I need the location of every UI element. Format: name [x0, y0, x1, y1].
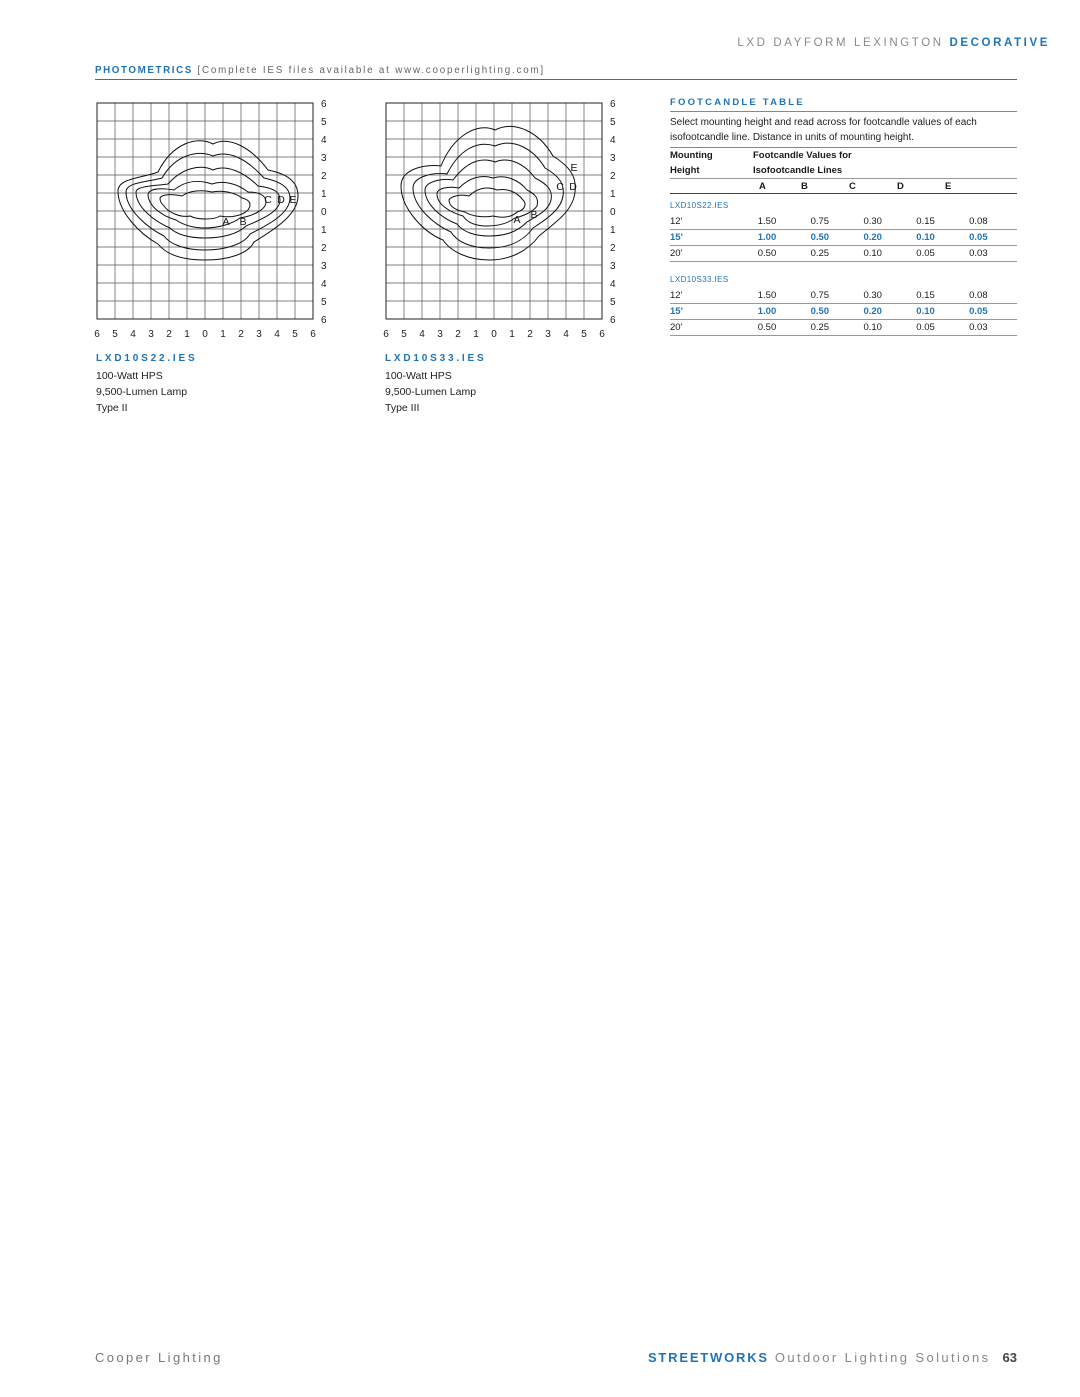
section-header	[737, 37, 1050, 49]
value-d: 0.10	[916, 306, 935, 317]
table-header-row-2	[670, 163, 1017, 178]
letter-d: D	[897, 180, 904, 192]
contour-labels	[513, 162, 577, 226]
plot-2-lumens: 9,500-Lumen Lamp	[385, 386, 477, 398]
value-b: 0.75	[810, 290, 830, 301]
value-b: 0.50	[810, 232, 830, 243]
contour-a	[449, 188, 525, 217]
plot-2-type: Type III	[385, 402, 420, 414]
value-d: 0.15	[916, 216, 935, 227]
y-tick-label: 5	[321, 297, 327, 308]
value-c: 0.20	[863, 306, 882, 317]
x-tick-label: 1	[473, 329, 479, 340]
value-a: 1.50	[757, 216, 777, 227]
footcandle-table-intro: Select mounting height and read across for footcandle values of each isofootcandle line. Distance in units of mounting height.	[670, 112, 1017, 148]
values-header: Footcandle Values for	[753, 150, 852, 161]
y-tick-label: 0	[610, 207, 616, 218]
value-c: 0.10	[863, 248, 882, 259]
table-header-row-1	[670, 148, 1017, 163]
x-tick-label: 2	[455, 329, 461, 340]
value-b: 0.25	[810, 248, 830, 259]
value-d: 0.10	[916, 232, 935, 243]
y-tick-label: 3	[610, 261, 616, 272]
value-a: 0.50	[757, 248, 777, 259]
table-row	[670, 304, 1017, 320]
photometrics-heading	[95, 65, 545, 76]
photometrics-label: PHOTOMETRICS	[95, 65, 193, 76]
value-e: 0.08	[969, 216, 988, 227]
value-e: 0.03	[969, 322, 988, 333]
contour-label-c: C	[556, 181, 564, 193]
y-tick-label: 4	[321, 135, 327, 146]
category-name: DECORATIVE	[949, 37, 1050, 49]
x-tick-label: 6	[599, 329, 605, 340]
y-tick-label: 5	[610, 117, 616, 128]
letter-a: A	[759, 180, 766, 192]
value-b: 0.25	[810, 322, 830, 333]
value-e: 0.03	[969, 248, 988, 259]
x-tick-label: 4	[419, 329, 425, 340]
plot-1-file-name: LXD10S22.IES	[96, 353, 198, 364]
x-tick-label: 2	[238, 329, 244, 340]
y-tick-label: 2	[610, 243, 616, 254]
row-height: 12'	[670, 290, 683, 301]
x-tick-label: 3	[437, 329, 443, 340]
y-tick-labels	[321, 99, 327, 326]
y-tick-label: 6	[610, 99, 616, 110]
y-tick-label: 6	[610, 315, 616, 326]
row-height: 12'	[670, 216, 683, 227]
footer-brand: Cooper Lighting	[95, 1350, 223, 1365]
letter-c: C	[849, 180, 856, 192]
footcandle-table	[670, 97, 1017, 336]
footcandle-table-title: FOOTCANDLE TABLE	[670, 97, 1017, 112]
value-c: 0.10	[863, 322, 882, 333]
table-row	[670, 230, 1017, 246]
x-tick-label: 1	[220, 329, 226, 340]
x-tick-label: 1	[509, 329, 515, 340]
plot-1-type: Type II	[96, 402, 128, 414]
value-a: 1.00	[757, 306, 777, 317]
contour-b	[148, 182, 266, 228]
contour-label-b: B	[530, 209, 538, 221]
y-tick-label: 1	[610, 189, 616, 200]
value-c: 0.30	[863, 290, 882, 301]
series-name: STREETWORKS	[647, 1350, 769, 1365]
row-height: 15'	[670, 306, 683, 317]
value-a: 1.50	[757, 290, 777, 301]
x-tick-label: 6	[310, 329, 316, 340]
contour-label-e: E	[570, 162, 578, 174]
plot-1-specs	[96, 368, 187, 416]
x-tick-label: 0	[202, 329, 208, 340]
mounting-header: Mounting	[670, 150, 713, 161]
x-tick-label: 5	[292, 329, 298, 340]
y-tick-label: 3	[610, 153, 616, 164]
value-e: 0.05	[969, 306, 988, 317]
contour-c	[425, 160, 551, 236]
x-tick-label: 6	[383, 329, 389, 340]
table-row	[670, 320, 1017, 336]
x-tick-label: 4	[563, 329, 569, 340]
y-tick-label: 0	[321, 207, 327, 218]
x-tick-label: 5	[112, 329, 118, 340]
isofootcandle-plot-2	[377, 92, 622, 344]
y-tick-label: 1	[610, 225, 616, 236]
y-tick-label: 2	[321, 171, 327, 182]
contour-label-d: D	[569, 181, 577, 193]
x-tick-label: 4	[130, 329, 136, 340]
x-tick-label: 5	[401, 329, 407, 340]
letter-e: E	[945, 180, 952, 192]
plot-2-file-name: LXD10S33.IES	[385, 353, 487, 364]
photometrics-note: [Complete IES files available at www.cooperlighting.com]	[197, 65, 545, 76]
row-height: 20'	[670, 322, 683, 333]
row-height: 15'	[670, 232, 683, 243]
x-tick-label: 5	[581, 329, 587, 340]
row-height: 20'	[670, 248, 683, 259]
y-tick-label: 6	[321, 315, 327, 326]
group-1-file: LXD10S22.IES	[670, 201, 729, 210]
y-tick-label: 3	[321, 261, 327, 272]
contour-label-c: C	[264, 194, 272, 206]
page-number: 63	[1002, 1350, 1017, 1365]
value-e: 0.08	[969, 290, 988, 301]
value-b: 0.50	[810, 306, 830, 317]
value-c: 0.30	[863, 216, 882, 227]
table-row	[670, 288, 1017, 304]
x-tick-labels	[94, 329, 316, 340]
x-tick-label: 6	[94, 329, 100, 340]
table-row	[670, 214, 1017, 230]
contour-label-d: D	[277, 194, 285, 206]
value-d: 0.05	[916, 248, 935, 259]
value-a: 0.50	[757, 322, 777, 333]
value-e: 0.05	[969, 232, 988, 243]
contour-label-a: A	[513, 214, 521, 226]
value-c: 0.20	[863, 232, 882, 243]
x-tick-label: 3	[148, 329, 154, 340]
letter-b: B	[801, 180, 808, 192]
value-a: 1.00	[757, 232, 777, 243]
value-b: 0.75	[810, 216, 830, 227]
y-tick-label: 3	[321, 153, 327, 164]
contour-c	[136, 167, 280, 238]
contour-label-e: E	[289, 194, 297, 206]
header-rule	[95, 79, 1017, 80]
plot-1-wattage: 100-Watt HPS	[96, 370, 163, 382]
product-name: LXD DAYFORM LEXINGTON	[737, 37, 944, 49]
plot-1-lumens: 9,500-Lumen Lamp	[96, 386, 188, 398]
x-tick-label: 0	[491, 329, 497, 340]
y-tick-label: 4	[610, 279, 616, 290]
y-tick-label: 5	[321, 117, 327, 128]
plot-2-wattage: 100-Watt HPS	[385, 370, 452, 382]
group-2-file: LXD10S33.IES	[670, 275, 729, 284]
table-row	[670, 246, 1017, 262]
x-tick-label: 2	[166, 329, 172, 340]
contour-d	[413, 143, 563, 248]
y-tick-label: 5	[610, 297, 616, 308]
height-header: Height	[670, 165, 700, 176]
x-tick-label: 3	[545, 329, 551, 340]
series-tagline: Outdoor Lighting Solutions	[774, 1350, 991, 1365]
x-tick-labels	[383, 329, 605, 340]
x-tick-label: 2	[527, 329, 533, 340]
y-tick-label: 2	[610, 171, 616, 182]
y-tick-labels	[610, 99, 616, 326]
y-tick-label: 2	[321, 243, 327, 254]
lines-header: Isofootcandle Lines	[753, 165, 843, 176]
contour-label-a: A	[222, 216, 230, 228]
y-tick-label: 4	[321, 279, 327, 290]
plot-2-specs	[385, 368, 476, 416]
plot-grid	[97, 103, 313, 319]
y-tick-label: 1	[321, 189, 327, 200]
y-tick-label: 6	[321, 99, 327, 110]
plot-grid	[386, 103, 602, 319]
x-tick-label: 1	[184, 329, 190, 340]
y-tick-label: 4	[610, 135, 616, 146]
value-d: 0.15	[916, 290, 935, 301]
value-d: 0.05	[916, 322, 935, 333]
x-tick-label: 4	[274, 329, 280, 340]
contour-b	[437, 176, 538, 226]
isofootcandle-plot-1	[88, 92, 333, 344]
contour-label-b: B	[239, 216, 247, 228]
x-tick-label: 3	[256, 329, 262, 340]
y-tick-label: 1	[321, 225, 327, 236]
footer-series	[648, 1350, 1017, 1365]
letter-header-row	[670, 178, 1017, 194]
